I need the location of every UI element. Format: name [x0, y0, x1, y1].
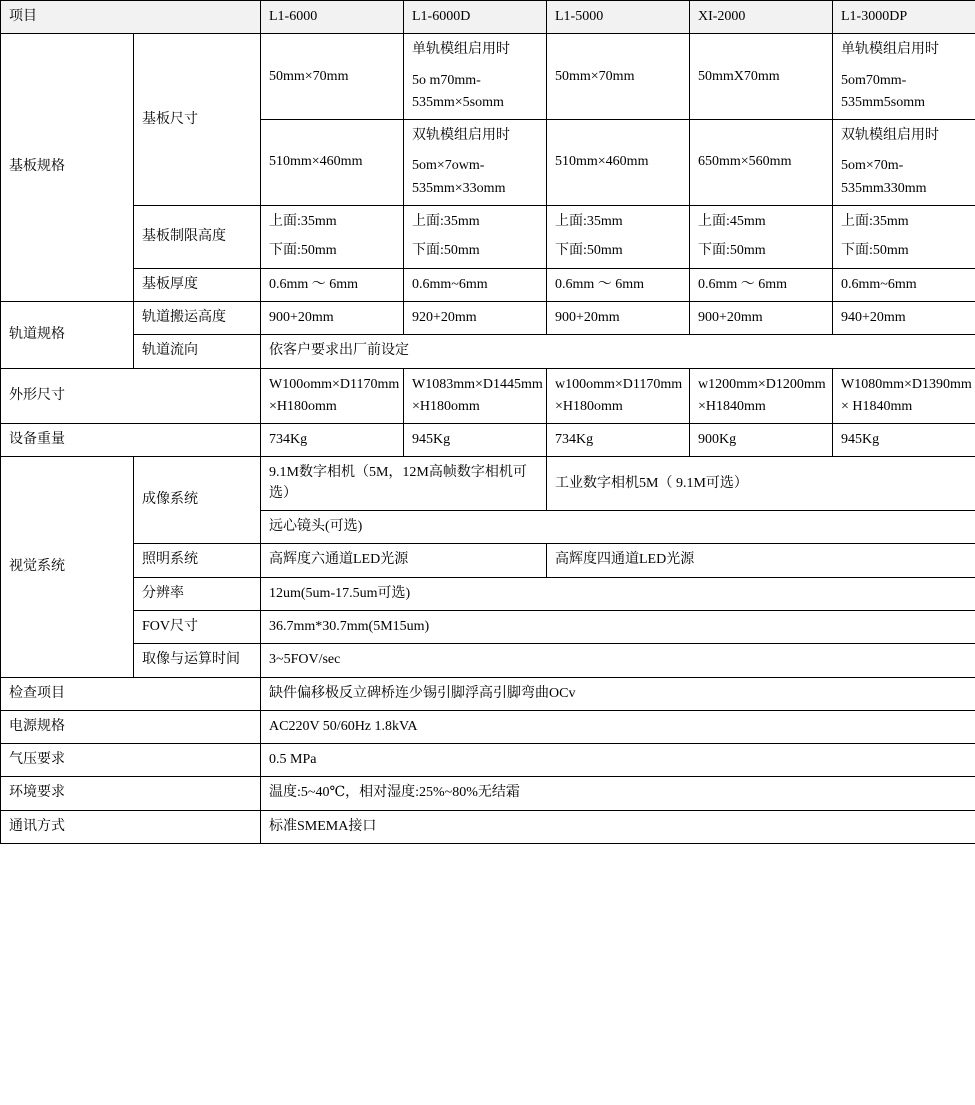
value-line-1: W1083mm×D1445mm	[412, 376, 543, 392]
value-line-2: ×H180omm	[269, 398, 337, 414]
cell-inspect: 缺件偏移极反立碑桥连少锡引脚浮高引脚弯曲OCv	[261, 677, 975, 710]
value-line-1: 5om×70m-	[841, 158, 904, 174]
value-bottom: 下面:50mm	[412, 243, 480, 259]
value-top: 上面:35mm	[555, 214, 623, 230]
value-bottom: 下面:50mm	[269, 243, 337, 259]
table-row	[1, 335, 975, 368]
value-top: 上面:35mm	[841, 214, 909, 230]
cell-board-size-double-l1-6000: 510mm×460mm	[261, 120, 404, 206]
sub-board-thickness: 基板厚度	[134, 268, 261, 301]
value-line-2: 535mm330mm	[841, 180, 927, 196]
cell-rail-direction-all: 依客户要求出厂前设定	[261, 335, 975, 368]
value-line-2: ×H180omm	[555, 398, 623, 414]
category-outline: 外形尺寸	[1, 368, 261, 424]
cell-imaging-camera-right: 工业数字相机5M（ 9.1M可选）	[547, 457, 975, 511]
table-row	[1, 610, 975, 643]
value-line-1: w1200mm×D1200mm	[698, 376, 826, 392]
cell-rail-height-l1-3000dp: 940+20mm	[833, 301, 975, 334]
table-row	[1, 577, 975, 610]
value-bottom: 下面:50mm	[841, 243, 909, 259]
table-row	[1, 301, 975, 334]
cell-env: 温度:5~40℃，相对湿度:25%~80%无结霜	[261, 777, 975, 810]
sub-rail-direction: 轨道流向	[134, 335, 261, 368]
value-title: 双轨模组启用时	[412, 128, 510, 144]
category-weight: 设备重量	[1, 424, 261, 457]
cell-board-size-double-l1-5000: 510mm×460mm	[547, 120, 690, 206]
cell-lighting-right: 高辉度四通道LED光源	[547, 544, 975, 577]
cell-thickness-l1-6000: 0.6mm ～ 6mm	[261, 268, 404, 301]
sub-board-limit-height: 基板制限高度	[134, 206, 261, 269]
cell-weight-xi-2000: 900Kg	[690, 424, 833, 457]
cell-thickness-l1-3000dp: 0.6mm~6mm	[833, 268, 975, 301]
cell-rail-height-xi-2000: 900+20mm	[690, 301, 833, 334]
header-cell-l1-3000dp: L1-3000DP	[833, 1, 975, 34]
category-power: 电源规格	[1, 710, 261, 743]
category-air: 气压要求	[1, 744, 261, 777]
value-line-1: 5om70mm-	[841, 72, 907, 88]
table-row	[1, 368, 975, 424]
cell-board-size-double-l1-6000d	[404, 120, 547, 206]
table-row	[1, 424, 975, 457]
cell-thickness-xi-2000: 0.6mm ～ 6mm	[690, 268, 833, 301]
table-body	[1, 34, 975, 844]
cell-limit-height-l1-6000d	[404, 206, 547, 269]
header-cell-l1-5000: L1-5000	[547, 1, 690, 34]
value-top: 上面:35mm	[412, 214, 480, 230]
value-bottom: 下面:50mm	[555, 243, 623, 259]
cell-limit-height-l1-6000	[261, 206, 404, 269]
table-row	[1, 777, 975, 810]
cell-weight-l1-5000: 734Kg	[547, 424, 690, 457]
cell-lighting-left: 高辉度六通道LED光源	[261, 544, 547, 577]
table-row	[1, 744, 975, 777]
cell-capture-time: 3~5FOV/sec	[261, 644, 975, 677]
cell-air: 0.5 MPa	[261, 744, 975, 777]
cell-power: AC220V 50/60Hz 1.8kVA	[261, 710, 975, 743]
cell-outline-l1-6000	[261, 368, 404, 424]
value-line-1: 5om×7owm-	[412, 158, 485, 174]
cell-board-size-single-xi-2000: 50mmX70mm	[690, 34, 833, 120]
cell-board-size-single-l1-3000dp	[833, 34, 975, 120]
category-substrate: 基板规格	[1, 34, 134, 302]
category-env: 环境要求	[1, 777, 261, 810]
cell-limit-height-l1-3000dp	[833, 206, 975, 269]
value-line-1: W100omm×D1170mm	[269, 376, 400, 392]
value-line-2: × H1840mm	[841, 398, 913, 414]
cell-board-size-double-xi-2000: 650mm×560mm	[690, 120, 833, 206]
header-cell-item: 项目	[1, 1, 261, 34]
cell-thickness-l1-5000: 0.6mm ～ 6mm	[547, 268, 690, 301]
cell-weight-l1-6000d: 945Kg	[404, 424, 547, 457]
cell-resolution: 12um(5um-17.5um可选)	[261, 577, 975, 610]
cell-rail-height-l1-6000d: 920+20mm	[404, 301, 547, 334]
cell-imaging-lens: 远心镜头(可选)	[261, 511, 975, 544]
table-row	[1, 644, 975, 677]
value-title: 单轨模组启用时	[412, 42, 510, 58]
cell-board-size-single-l1-6000: 50mm×70mm	[261, 34, 404, 120]
sub-resolution: 分辨率	[134, 577, 261, 610]
cell-board-size-double-l1-3000dp	[833, 120, 975, 206]
table-row	[1, 34, 975, 120]
cell-weight-l1-3000dp: 945Kg	[833, 424, 975, 457]
category-vision: 视觉系统	[1, 457, 134, 677]
sub-capture-time: 取像与运算时间	[134, 644, 261, 677]
cell-rail-height-l1-5000: 900+20mm	[547, 301, 690, 334]
header-cell-l1-6000d: L1-6000D	[404, 1, 547, 34]
header-cell-l1-6000: L1-6000	[261, 1, 404, 34]
table-header	[1, 1, 975, 34]
cell-outline-xi-2000	[690, 368, 833, 424]
value-line-2: 535mm5somm	[841, 94, 926, 110]
value-title: 双轨模组启用时	[841, 128, 939, 144]
value-line-2: ×H180omm	[412, 398, 480, 414]
cell-comm: 标准SMEMA接口	[261, 810, 975, 843]
sub-rail-height: 轨道搬运高度	[134, 301, 261, 334]
category-inspect: 检查项目	[1, 677, 261, 710]
value-line-1: W1080mm×D1390mm	[841, 376, 972, 392]
table-row	[1, 677, 975, 710]
table-row	[1, 268, 975, 301]
cell-imaging-camera-left: 9.1M数字相机（5M，12M高帧数字相机可选）	[261, 457, 547, 511]
cell-weight-l1-6000: 734Kg	[261, 424, 404, 457]
category-comm: 通讯方式	[1, 810, 261, 843]
value-top: 上面:35mm	[269, 214, 337, 230]
value-title: 单轨模组启用时	[841, 42, 939, 58]
table-row	[1, 710, 975, 743]
cell-board-size-single-l1-6000d	[404, 34, 547, 120]
sub-imaging: 成像系统	[134, 457, 261, 544]
value-line-2: 535mm×5somm	[412, 94, 504, 110]
table-row	[1, 206, 975, 269]
cell-limit-height-xi-2000	[690, 206, 833, 269]
table-row	[1, 544, 975, 577]
cell-outline-l1-6000d	[404, 368, 547, 424]
cell-board-size-single-l1-5000: 50mm×70mm	[547, 34, 690, 120]
cell-outline-l1-5000	[547, 368, 690, 424]
value-top: 上面:45mm	[698, 214, 766, 230]
cell-thickness-l1-6000d: 0.6mm~6mm	[404, 268, 547, 301]
value-line-2: ×H1840mm	[698, 398, 766, 414]
sub-lighting: 照明系统	[134, 544, 261, 577]
category-rail: 轨道规格	[1, 301, 134, 368]
table-row	[1, 457, 975, 511]
table-header-row	[1, 1, 975, 34]
cell-rail-height-l1-6000: 900+20mm	[261, 301, 404, 334]
cell-limit-height-l1-5000	[547, 206, 690, 269]
value-line-1: 5o m70mm-	[412, 72, 481, 88]
cell-fov: 36.7mm*30.7mm(5M15um)	[261, 610, 975, 643]
value-line-2: 535mm×33omm	[412, 180, 506, 196]
value-line-1: w100omm×D1170mm	[555, 376, 683, 392]
value-bottom: 下面:50mm	[698, 243, 766, 259]
header-cell-xi-2000: XI-2000	[690, 1, 833, 34]
sub-fov: FOV尺寸	[134, 610, 261, 643]
table-row	[1, 810, 975, 843]
cell-outline-l1-3000dp	[833, 368, 975, 424]
sub-board-size: 基板尺寸	[134, 34, 261, 206]
